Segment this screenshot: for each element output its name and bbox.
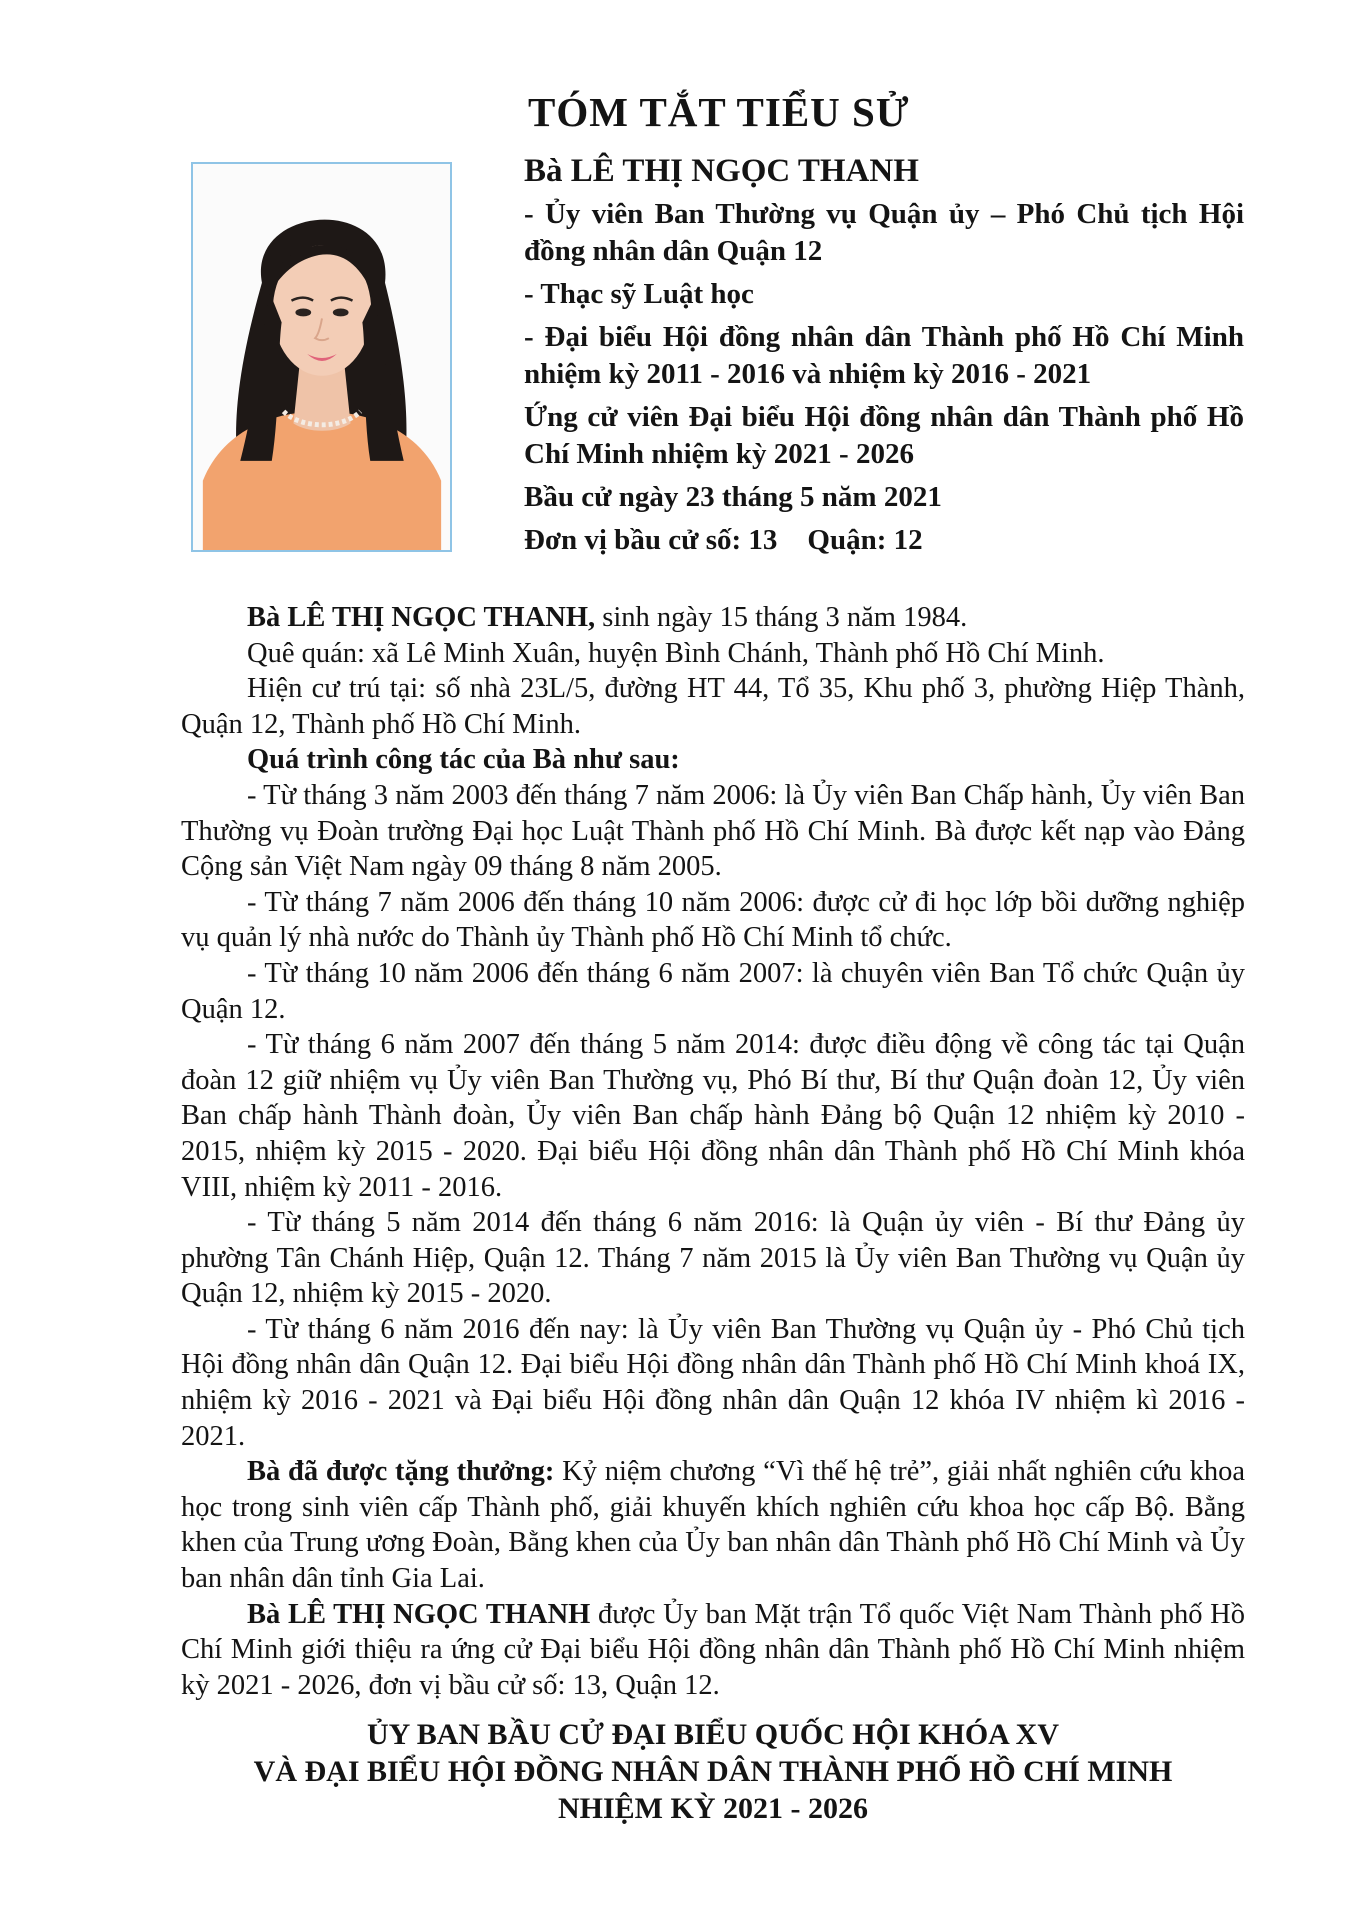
career-item: - Từ tháng 5 năm 2014 đến tháng 6 năm 2016: là Quận ủy viên - Bí thư Đảng ủy phường Tân Chánh Hiệp, Quận 12. Tháng 7 năm 2015 là Ủy viên Ban Thường vụ Quận ủy Quận 12, nhiệm kỳ 2015 - 2020. bbox=[181, 1207, 1245, 1310]
career-item: - Từ tháng 3 năm 2003 đến tháng 7 năm 2006: là Ủy viên Ban Chấp hành, Ủy viên Ban Thường vụ Đoàn trường Đại học Luật Thành phố Hồ Chí Minh. Bà được kết nạp vào Đảng Cộng sản Việt Nam ngày 09 tháng 8 năm 2005. bbox=[181, 779, 1245, 883]
degree-line: - Thạc sỹ Luật học bbox=[524, 278, 754, 310]
portrait-illustration bbox=[193, 164, 450, 550]
closing-name: Bà LÊ THỊ NGỌC THANH bbox=[247, 1598, 591, 1630]
candidate-summary bbox=[524, 150, 1244, 565]
career-heading bbox=[181, 742, 1245, 778]
portrait-photo bbox=[191, 162, 452, 552]
page-title: TÓM TẮT TIỂU SỬ bbox=[528, 89, 910, 135]
footer-line: VÀ ĐẠI BIỂU HỘI ĐỒNG NHÂN DÂN THÀNH PHỐ HỒ CHÍ MINH bbox=[253, 1755, 1173, 1788]
district: Quận: 12 bbox=[807, 524, 923, 556]
position-line: - Ủy viên Ban Thường vụ Quận ủy – Phó Chủ tịch Hội đồng nhân dân Quận 12 bbox=[524, 198, 1244, 267]
biography-body bbox=[181, 600, 1245, 1703]
career-item: - Từ tháng 6 năm 2007 đến tháng 5 năm 2014: được điều động về công tác tại Quận đoàn 12 giữ nhiệm vụ Ủy viên Ban Thường vụ, Phó Bí thư, Bí thư Quận đoàn 12, Ủy viên Ban chấp hành Thành đoàn, Ủy viên Ban chấp hành Đảng bộ Quận 12 nhiệm kỳ 2010 - 2015, nhiệm kỳ 2015 - 2020. Đại biểu Hội đồng nhân dân Thành phố Hồ Chí Minh khóa VIII, nhiệm kỳ 2011 - 2016. bbox=[181, 1029, 1245, 1203]
closing-text: được Ủy ban Mặt trận Tổ quốc Việt Nam Thành phố Hồ Chí Minh giới thiệu ra ứng cử Đại biểu Hội đồng nhân dân Thành phố Hồ Chí Minh nhiệm kỳ 2021 - 2026, đơn vị bầu cử số: 13, Quận 12. bbox=[181, 1598, 1245, 1701]
footer-line: ỦY BAN BẦU CỬ ĐẠI BIỂU QUỐC HỘI KHÓA XV bbox=[367, 1718, 1059, 1751]
candidate-name: Bà LÊ THỊ NGỌC THANH bbox=[524, 153, 919, 189]
awards-paragraph bbox=[181, 1454, 1245, 1596]
intro-paragraph bbox=[181, 600, 1245, 636]
awards-label: Bà đã được tặng thưởng: bbox=[247, 1456, 555, 1488]
election-date-line: Bầu cử ngày 23 tháng 5 năm 2021 bbox=[524, 481, 942, 513]
career-heading-text: Quá trình công tác của Bà như sau: bbox=[247, 744, 680, 776]
electoral-unit-line bbox=[524, 522, 1244, 559]
electoral-unit: Đơn vị bầu cử số: 13 bbox=[524, 524, 778, 556]
delegate-line: - Đại biểu Hội đồng nhân dân Thành phố Hồ Chí Minh nhiệm kỳ 2011 - 2016 và nhiệm kỳ 2016 - 2021 bbox=[524, 321, 1244, 390]
closing-paragraph bbox=[181, 1597, 1245, 1704]
candidacy-line: Ứng cử viên Đại biểu Hội đồng nhân dân Thành phố Hồ Chí Minh nhiệm kỳ 2021 - 2026 bbox=[524, 401, 1244, 470]
intro-text: sinh ngày 15 tháng 3 năm 1984. bbox=[595, 602, 968, 633]
hometown-paragraph: Quê quán: xã Lê Minh Xuân, huyện Bình Chánh, Thành phố Hồ Chí Minh. bbox=[247, 637, 1105, 669]
residence-paragraph: Hiện cư trú tại: số nhà 23L/5, đường HT 44, Tổ 35, Khu phố 3, phường Hiệp Thành, Quận 12, Thành phố Hồ Chí Minh. bbox=[181, 673, 1245, 740]
issuer-footer bbox=[181, 1716, 1245, 1827]
career-item: - Từ tháng 6 năm 2016 đến nay: là Ủy viên Ban Thường vụ Quận ủy - Phó Chủ tịch Hội đồng nhân dân Quận 12. Đại biểu Hội đồng nhân dân Thành phố Hồ Chí Minh khoá IX, nhiệm kỳ 2016 - 2021 và Đại biểu Hội đồng nhân dân Quận 12 khóa IV nhiệm kì 2016 - 2021. bbox=[181, 1313, 1245, 1452]
intro-name: Bà LÊ THỊ NGỌC THANH, bbox=[247, 602, 596, 633]
career-item: - Từ tháng 10 năm 2006 đến tháng 6 năm 2007: là chuyên viên Ban Tổ chức Quận ủy Quận 12. bbox=[181, 957, 1245, 1025]
footer-line: NHIỆM KỲ 2021 - 2026 bbox=[558, 1792, 868, 1825]
career-item: - Từ tháng 7 năm 2006 đến tháng 10 năm 2006: được cử đi học lớp bồi dưỡng nghiệp vụ quản lý nhà nước do Thành ủy Thành phố Hồ Chí Minh tổ chức. bbox=[181, 886, 1245, 954]
awards-text: Kỷ niệm chương “Vì thế hệ trẻ”, giải nhất nghiên cứu khoa học trong sinh viên cấp Thành phố, giải khuyến khích nghiên cứu khoa học cấp Bộ. Bằng khen của Trung ương Đoàn, Bằng khen của Ủy ban nhân dân Thành phố Hồ Chí Minh và Ủy ban nhân dân tỉnh Gia Lai. bbox=[181, 1456, 1245, 1595]
